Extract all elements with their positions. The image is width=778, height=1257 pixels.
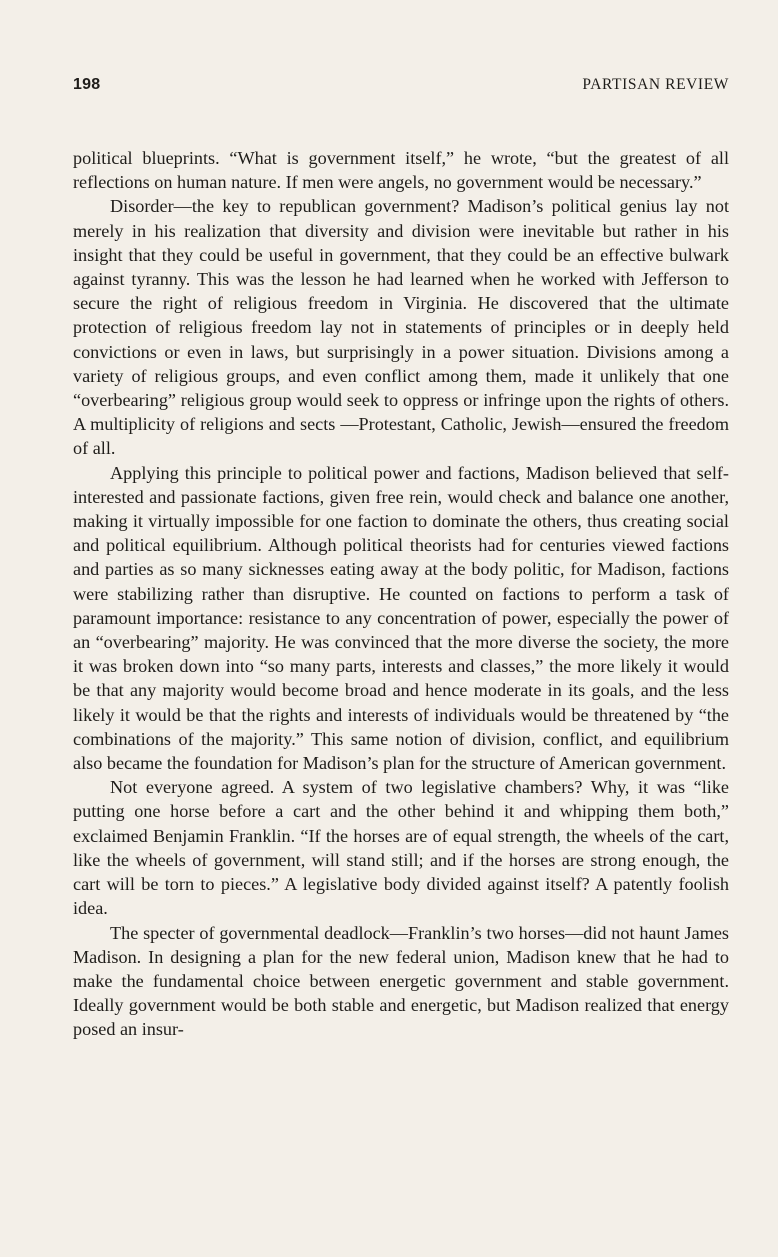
body-text	[73, 146, 729, 1042]
paragraph-5: The specter of governmental deadlock—Franklin’s two horses—did not haunt James Madison. In designing a plan for the new federal union, Madison knew that he had to make the fundamental choice between energetic government and stable government. Ideally government would be both stable and energetic, but Madison realized that energy posed an insur-	[73, 922, 729, 1040]
book-page	[73, 62, 729, 1042]
running-head	[73, 76, 729, 116]
paragraph-4: Not everyone agreed. A system of two legislative chambers? Why, it was “like putting one horse before a cart and the other behind it and whipping them both,” exclaimed Benjamin Franklin. “If the horses are of equal strength, the wheels of the cart, like the wheels of government, will stand still; and if the horses are strong enough, the cart will be torn to pieces.” A legislative body divided against itself? A patently foolish idea.	[73, 777, 729, 919]
journal-title: PARTISAN REVIEW	[582, 76, 729, 93]
paragraph-2: Disorder—the key to republican government? Madison’s political genius lay not merely in his realization that diversity and division were inevitable but rather in his insight that they could be useful in government, that they could be an effective bulwark against tyranny. This was the lesson he had learned when he worked with Jefferson to secure the right of religious freedom in Virginia. He discovered that the ultimate protection of religious freedom lay not in statements of principles or in deeply held convictions or even in laws, but surprisingly in a power situation. Divisions among a variety of religious groups, and even conflict among them, made it unlikely that one “overbearing” religious group would seek to oppress or infringe upon the rights of others. A multiplicity of religions and sects —Protestant, Catholic, Jewish—ensured the freedom of all.	[73, 196, 729, 459]
page-number: 198	[73, 76, 101, 93]
paragraph-3: Applying this principle to political power and factions, Madison believed that self-interested and passionate factions, given free rein, would check and balance one another, making it virtually impossible for one faction to dominate the others, thus creating social and political equilibrium. Although political theorists had for centuries viewed factions and parties as so many sicknesses eating away at the body politic, for Madison, factions were stabilizing rather than disruptive. He counted on factions to perform a task of paramount importance: resistance to any concentration of power, especially the power of an “overbearing” majority. He was convinced that the more diverse the society, the more it was broken down into “so many parts, interests and classes,” the more likely it would be that any majority would become broad and hence moderate in its goals, and the less likely it would be that the rights and interests of individuals would be threatened by “the combinations of the majority.” This same notion of division, conflict, and equilibrium also became the foundation for Madison’s plan for the structure of American government.	[73, 462, 729, 774]
paragraph-1: political blueprints. “What is government itself,” he wrote, “but the greatest of all reflections on human nature. If men were angels, no government would be necessary.”	[73, 148, 729, 193]
